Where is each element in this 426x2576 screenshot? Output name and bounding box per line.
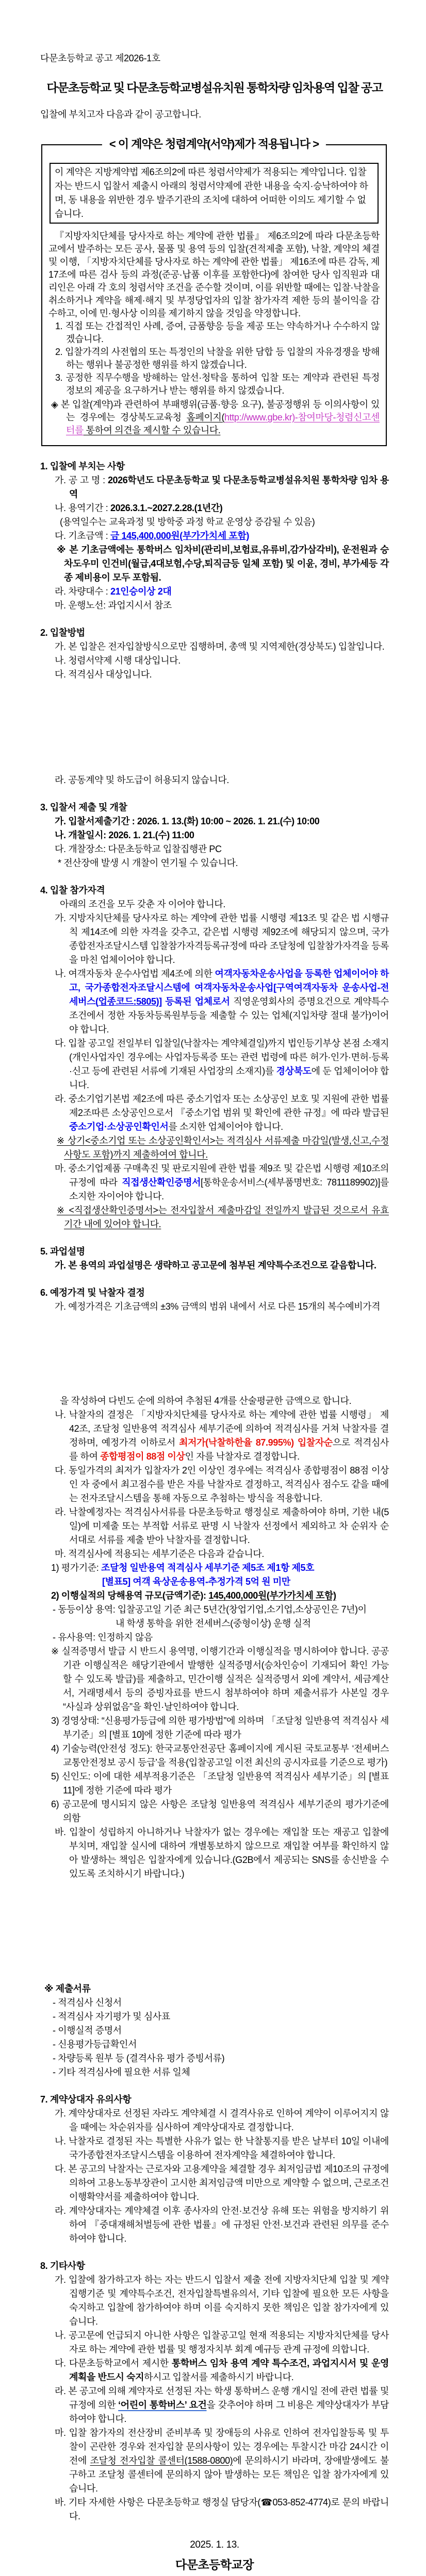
- s4-intro: 아래의 조건을 모두 갖춘 자 이어야 합니다.: [60, 899, 226, 909]
- s8-ma-callcenter: 조달청 전자입찰 콜센터(1588-0800): [90, 2455, 233, 2466]
- s6-criteria-1: [40, 1561, 389, 1575]
- s4-ra-note: ※ 상기<중소기업 또는 소상공인확인서>는 적격심사 서류제출 마감일(발생,신고,수정사항도 포함)까지 제출하여여 합니다.: [57, 1136, 389, 1160]
- s1-na-label: 나. 용역기간 :: [55, 503, 110, 513]
- s4-na-d: )] 등록된 업체로서: [156, 996, 230, 1007]
- pledge-inner-box: [50, 163, 379, 224]
- s1-item-service-period-note: (용역일수는 교육과정 및 방학중 과정 학교 운영상 증감될 수 있음): [60, 517, 315, 527]
- s4-da-region: 경상북도: [276, 1066, 312, 1076]
- s1-ga-value: 2026학년도 다문초등학교 및 다문초등학교병설유치원 통학차량 임차 용역: [69, 475, 389, 499]
- s8-da-bold: 통학버스 임차 용역 계약 특수조건, 과업지시서 및 운영계획을 반드시 숙지: [69, 2358, 389, 2382]
- s1-item-vehicle-count: [40, 585, 389, 599]
- s6-criteria-4: 4) 기술능력(안전성 정도): 한국교통안전공단 홈페이지에 게시된 국토교통부 ‘전세버스 교통안전정보 공시 등급’을 적용(입찰공고일 이전 최신의 공시자료를 기준으로 평가): [51, 1743, 389, 1768]
- s4-ma-c: [통학운송서비스(세부품명번호: 7811189902)]를 소지한 자이어야 합니다.: [69, 1177, 389, 1201]
- pledge-inner-text: 이 계약은 지방계약법 제6조의2에 따른 청렴서약제가 적용되는 계약입니다. 입찰자는 반드시 입찰서 제출시 아래의 청렴서약제에 관한 내용을 숙지·승낙하여야 하며, 동 내용을 위반한 경우 발주기관의 조치에 대하여 어떠한 이의도 제기할 수 없습니다.: [55, 167, 368, 219]
- s4-ra-a: 라. 중소기업기본법 제2조에 따른 중소기업자 또는 소상공인 보호 및 지원에 관한 법률 제2조따른 소상공인으로서 『중소기업 범위 및 확인에 관한 규정』에 따라 발급된: [55, 1094, 389, 1118]
- page-title: 다문초등학교 및 다문초등학교병설유치원 통학차량 임차용역 입찰 공고: [46, 81, 383, 94]
- s4-ma-note: ※ <직접생산확인증명서>는 전자입찰서 제출마감일 전일까지 발급된 것으로서 유효기간 내에 있어야 합니다.: [57, 1205, 389, 1229]
- s1-da-value: 금 145,400,000원(부가가치세 포함): [110, 531, 249, 541]
- s4-ma-a: 마. 중소기업제품 구매촉진 및 판로지원에 관한 법률 제9조 및 같은법 시행령 제10조의 규정에 따라: [55, 1163, 389, 1188]
- pledge-box-legend: < 이 계약은 청렴계약(서약)제가 적용됩니다 >: [102, 137, 326, 151]
- s6-item-na: [40, 1408, 389, 1464]
- section-1-title: 1. 입찰에 부치는 사항: [40, 461, 125, 471]
- section-6-title: 6. 예정가격 및 낙찰자 결정: [40, 1287, 145, 1298]
- page-break-spacer-3: [40, 1881, 389, 1982]
- s8-ma-c: 에 문의하시기 바라며, 장애발생에도 불구하고 조달청 콜센터에 문의하지 않아 발생하는 모든 책임은 입찰 참가자에게 있습니다.: [69, 2455, 389, 2494]
- s4-item-ra: [40, 1092, 389, 1134]
- required-doc-4: - 신용평가등급확인서: [53, 2039, 137, 2049]
- s6-item-ba: 바. 입찰이 성립하지 아니하거나 낙찰자가 없는 경우에는 재입찰 또는 재공고 입찰에 부치며, 재입찰 실시에 대하여 개별통보하지 않으므로 재입찰 여부를 확인하지 않아 발생하는 책임은 입찰자에게 있습니다.(G2B에서 제공되는 SNS를 송신받을 수 있도록 조치하시기 바랍니다.): [55, 1827, 389, 1879]
- s6-criteria-6: 6) 공고문에 명시되지 않은 사항은 조달청 일반용역 적격심사 세부기준의 평가기준에 의함: [51, 1799, 389, 1823]
- s4-item-na: [40, 967, 389, 1037]
- s6-criteria-2-dash1-cont: 내 학생 통학을 위한 전세버스(중형이상) 운행 실적: [116, 1618, 311, 1629]
- s6-criteria-2-dash2: - 유사용역: 인정하지 않음: [53, 1632, 153, 1642]
- s6-m1-label: 1) 평가기준:: [51, 1563, 101, 1573]
- s6-criteria-3: 3) 경영상태: “신용평가등급에 의한 평가방법”에 의하며 「조달청 일반용역 적격심사 세부기준」의 [별표 10]에 정한 기준에 따라 평가: [51, 1716, 389, 1740]
- section-2-title: 2. 입찰방법: [40, 628, 85, 638]
- s4-ra-cert: 중소기업·소상공인확인서: [69, 1122, 169, 1132]
- announcement-date: 2025. 1. 13.: [190, 2539, 239, 2550]
- signer-principal: 다문초등학교장: [175, 2558, 254, 2571]
- contact-site: 홈페이지(: [186, 412, 225, 422]
- s8-item-ga: 가. 입찰에 참가하고자 하는 자는 반드시 입찰서 제출 전에 지방자치단체 입찰 및 계약 집행기준 및 계약특수조건, 전자입찰특별유의서, 기타 입찰에 필요한 모든 사항을 숙지하고 입찰에 참가하여야 하며 이를 숙지하지 못한 책임은 입찰 참가자에게 있습니다.: [55, 2275, 389, 2327]
- s6-item-ga-part1: 가. 예정가격은 기초금액의 ±3% 금액의 범위 내에서 서로 다른 15개의 복수예비가격: [55, 1301, 381, 1312]
- pledge-item-2: 2. 입찰가격의 사전협의 또는 특정인의 낙찰을 위한 담합 등 입찰의 자유경쟁을 방해하는 행위나 불공정한 행위를 하지 않겠습니다.: [55, 347, 380, 370]
- required-doc-1: - 적격심사 신청서: [53, 1997, 122, 2008]
- s8-ra-c: 을 갖추어야 하며 그 비용은 계약상대자가 부담하여야 합니다.: [69, 2400, 389, 2424]
- s6-na-e: 인 자를 낙찰자로 결정합니다.: [185, 1451, 300, 1462]
- s6-na-lowest-rate: 최저가(낙찰하한율 87.995%) 입찰자순: [179, 1437, 333, 1448]
- s5-item-ga: 가. 본 용역의 과업설명은 생략하고 공고문에 첨부된 계약특수조건으로 갈음합니다.: [55, 1260, 376, 1270]
- s4-ma-cert: 직접생산확인증명서: [122, 1177, 201, 1188]
- s1-item-base-amount: [40, 529, 389, 543]
- pledge-item-1: 1. 직접 또는 간접적인 사례, 증여, 금품향응 등을 제공 또는 약속하거나 수수하지 않겠습니다.: [55, 321, 380, 344]
- s8-ra-requirement: ‘어린이 통학버스’ 요건: [118, 2400, 207, 2410]
- s1-da-label: 다. 기초금액 :: [55, 531, 110, 541]
- required-documents-title: ※ 제출서류: [44, 1984, 91, 1994]
- s4-ra-c: 를 소지한 업체이어야 합니다.: [168, 1122, 283, 1132]
- s3-item-opening-time: 나. 개찰일시: 2026. 1. 21.(수) 11:00: [55, 830, 194, 840]
- required-doc-2: - 적격심사 자기평가 및 심사표: [53, 2011, 170, 2022]
- s4-item-ma: [40, 1162, 389, 1204]
- s6-criteria-2-dash1: - 동등이상 용역: 입찰공고일 기준 최근 5년간(창업기업,소기업,소상공인은 7년)이: [53, 1604, 367, 1615]
- s8-ra-a: 라. 본 공고에 의해 계약자로 선정된 자는 학생 통학버스 운행 개시일 전에 관련 법률 및 규정에 의한: [55, 2386, 389, 2410]
- s1-base-amount-note: ※ 본 기초금액에는 통학버스 임차비(관리비,보험료,유류비,감가삼각비), 운전원과 승차도우미 인건비(월급,4대보험,수당,퇴직금등 일체 포함) 및 이윤, 경비, 부가세등 각종 제비용이 모두 포함됨.: [57, 545, 389, 583]
- s4-item-da: [40, 1037, 389, 1092]
- s3-item-submit-period: 가. 입찰서제출기간 : 2026. 1. 13.(화) 10:00 ~ 2026. 1. 21.(수) 10:00: [55, 816, 320, 826]
- s4-na-e: 직영운영회사의 증명요건으로 계약특수조건에서 정한 자동차등록원부등을 제출할 수 있는 업체(지입차량 절대 불가)이어야 합니다.: [69, 996, 389, 1035]
- s4-da-c: 에 둔 업체이어야 합니다.: [69, 1066, 389, 1090]
- s6-na-c: 으로 적격심사를 하여: [69, 1437, 389, 1462]
- s3-item-opening-place: 다. 개찰장소: 다문초등학교 입찰집행관 PC: [55, 844, 222, 854]
- s7-item-da: 다. 본 공고의 낙찰자는 근로자와 고용계약을 체결할 경우 최저임금법 제10조의 규정에 의하여 고용노동부장관이 고시한 최저임금액 미만으로 계약할 수 없으며, 근로조건이행확약서를 제출하여야 합니다.: [55, 2164, 389, 2202]
- complaint-contact-line: [48, 398, 380, 437]
- s6-na-score: 종합평점이 88점 이상: [100, 1451, 185, 1462]
- s6-item-ra: 라. 낙찰예정자는 적격심사서류를 다문초등학교 행정실로 제출하여야 하며, 기한 내(5일)에 미제출 또는 부적합 서류로 판명 시 낙찰자 선정에서 제외하고 차 순위자 순서대로 서류를 제출 받아 낙찰자를 결정합니다.: [55, 1507, 389, 1545]
- s2-item-na: 나. 청렴서약제 시행 대상입니다.: [55, 655, 181, 666]
- section-5-title: 5. 과업설명: [40, 1246, 85, 1257]
- s8-da-c: 하시고 입찰서를 제출하시기 바랍니다.: [144, 2372, 294, 2382]
- required-doc-5: - 차량등록 원부 등 (결격사유 평가 증빙서류): [53, 2053, 225, 2063]
- s6-criteria-2: [40, 1589, 389, 1603]
- s1-na-value: 2026.3.1.~2027.2.28.(1년간): [110, 503, 223, 513]
- s7-item-ra: 라. 계약상대자는 계약체결 이후 종사자의 안전·보건상 유해 또는 위험을 방지하기 위하여 『중대재해처벌등에 관한 법률』에 규정된 안전·보건과 관련된 의무를 준수하여야 합니다.: [55, 2206, 389, 2244]
- s2-item-ra: 라. 공동계약 및 하도급이 허용되지 않습니다.: [55, 775, 229, 785]
- gbe-report-center-link[interactable]: http://www.gbe.kr)-참여마당-청렴신고센터를: [66, 412, 380, 435]
- required-doc-6: - 기타 적격심사에 필요한 서류 일체: [53, 2067, 190, 2077]
- s2-item-ga: 가. 본 입찰은 전자입찰방식으로만 집행하며, 총액 및 지역제한(경상북도) 입찰입니다.: [55, 641, 385, 652]
- contact-org: 경상북도교육청: [120, 412, 187, 422]
- s1-ga-label: 가. 공 고 명 :: [55, 475, 108, 485]
- s8-item-da: [40, 2357, 389, 2384]
- s4-da-a: 다. 입찰 공고일 전일부터 입찰일(낙찰자는 계약체결일)까지 법인등기부상 본점 소재지(개인사업자인 경우에는 사업자등록증 또는 관련 법령에 따른 허가·인가·면허·등록·신고 등에 관련된 서류에 기재된 사업장의 소재지)를: [55, 1038, 389, 1076]
- s6-m1-value: 조달청 일반용역 적격심사 세부기준 제5조 제1항 제5호: [101, 1563, 315, 1573]
- section-8-title: 8. 기타사항: [40, 2261, 85, 2271]
- s6-m2-label: 2) 이행실적의 당해용역 규모(금액기준):: [51, 1590, 209, 1601]
- s3-system-failure-note: * 전산장애 발생 시 개찰이 연기될 수 있습니다.: [58, 858, 238, 868]
- pledge-paragraph: 『지방자치단체를 당사자로 하는 계약에 관한 법률』 제6조의2에 따라 다문초등학교에서 발주하는 모든 공사, 물품 및 용역 등의 입찰(견적제출 포함), 낙찰, 계약의 체결 및 이행, 「지방자치단체를 당사자로 하는 계약에 관한 법률」 제16조에 따른 감독, 제17조에 따른 검사 등의 과정(준공·납품 이후를 포함한다)에 참여한 당사 임직원과 대리인은 아래 각 호의 청렴서약 조건을 준수할 것이며, 이를 위반할 때에는 입찰·낙찰을 취소하거나 계약을 해제·해지 및 부정당업자의 입찰 참가자격 제한 등의 불이익을 감수하고, 이에 민·형사상 이의를 제기하지 않을 것임을 약정합니다.: [48, 231, 380, 318]
- contact-pre: ◈ 본 입찰(계약)과 관련하여 부패행위(금품·향응 요구), 불공정행위 등 이의사항이 있는 경우에는: [51, 399, 380, 422]
- s4-na-code: 업종코드:5805: [98, 996, 156, 1007]
- section-3-title: 3. 입찰서 제출 및 개찰: [40, 802, 127, 812]
- s1-ra-value: 21인승이상 2대: [110, 586, 172, 597]
- s6-criteria-2-note: ※ 실적증명서 발급 시 반드시 용역명, 이행기간과 이행실적을 명시하여야 합니다. 공공기관 이행실적은 해당기관에서 발행한 실적증명서(승차인승이 기재되어 확인 가능할 수 있도록 발급)를 제출하고, 민간이행 실적은 실적증명서 외에 계약서, 세금계산서, 거래명세서 등의 증빙자료를 반드시 첨부하여야 하며 제출서류가 사본일 경우 “사실과 상위없음”을 확인·날인하여야 합니다.: [51, 1646, 389, 1712]
- s1-item-route: 마. 운행노선: 과업지시서 참조: [55, 600, 172, 611]
- s8-ma-a: 마. 입찰 참가자의 전산장비 준비부족 및 장애등의 사유로 인하여 전자입찰등록 및 투찰이 곤란한 경우와 전자입찰 문의사항이 있는 경우에는 투찰시간 마감 24시간 이전에: [55, 2428, 389, 2466]
- s2-item-da: 다. 적격심사 대상입니다.: [55, 669, 152, 680]
- notice-number: 다문초등학교 공고 제2026-1호: [40, 53, 160, 63]
- s6-item-ga-part2: 을 작성하여 다빈도 순에 의하여 추첨된 4개를 산술평균한 금액으로 합니다.: [60, 1396, 352, 1406]
- s8-item-na: 나. 공고문에 언급되지 아니한 사항은 입찰공고일 현재 적용되는 지방자치단체를 당사자로 하는 계약에 관한 법률 및 행정자치부 회계 예규등 관계 규정에 의합니다.: [55, 2330, 389, 2354]
- integrity-pledge-box: [41, 138, 387, 446]
- page-break-spacer-1: [40, 682, 389, 773]
- required-doc-3: - 이행실적 증명서: [53, 2025, 122, 2036]
- s7-item-ga: 가. 계약상대자로 선정된 자라도 계약체결 시 결격사유로 인하여 계약이 이루어지지 않을 때에는 차순위자를 심사하여 계약상대자로 결정합니다.: [55, 2108, 389, 2132]
- section-4-title: 4. 입찰 참가자격: [40, 885, 105, 895]
- s6-item-da: 다. 동일가격의 최저가 입찰자가 2인 이상인 경우에는 적격심사 종합평점이 88점 이상인 자 중에서 최고점수를 받은 자를 낙찰자로 결정하고, 적격심사 점수도 같을 때에는 전자조달시스템을 통해 자동으로 추첨하는 방식을 적용합니다.: [55, 1465, 389, 1503]
- s4-na-b: 여객자동차운송사업을 등록한 업체이어야 하고, 국가종합전자조달시스템에 여객자동차운송사업[구역여객자동차 운송사업-전세버스(: [69, 969, 389, 1007]
- page-break-spacer-2: [40, 1314, 389, 1394]
- s4-na-a: 나. 여객자동차 운수사업법 제4조에 의한: [55, 969, 215, 979]
- s1-ra-label: 라. 차량대수 :: [55, 586, 110, 597]
- s6-item-ma: 마. 적격심사에 적용되는 세부기준은 다음과 같습니다.: [55, 1549, 264, 1559]
- s6-criteria-1-sub: [별표5] 여객 육상운송용역-추정가격 5억 원 미만: [102, 1577, 290, 1587]
- intro-line: 입찰에 부치고자 다음과 같이 공고합니다.: [40, 109, 201, 120]
- s8-da-a: 다. 다문초등학교에서 제시한: [55, 2358, 172, 2368]
- s1-item-service-period: [40, 501, 389, 515]
- section-7-title: 7. 계약상대자 유의사항: [40, 2094, 132, 2105]
- s6-na-a: 나. 낙찰자의 결정은 「지방자치단체를 당사자로 하는 계약에 관한 법률 시행령」 제42조, 조달청 일반용역 적격심사 세부기준에 의하여 적격심사를 거쳐 낙찰자를 결정하며, 예정가격 이하로서: [55, 1410, 389, 1448]
- s8-item-ra: [40, 2384, 389, 2426]
- s1-item-notice-name: [40, 473, 389, 501]
- s8-item-ma: [40, 2426, 389, 2496]
- s4-item-ga: 가. 지방자치단체를 당사자로 하는 계약에 관한 법률 시행령 제13조 및 같은 법 시행규칙 제14조에 의한 자격을 갖추고, 같은법 시행령 제92조에 해당되지 않으며, 국가종합전자조달시스템 입찰참가자격등록규정에 따라 조달청에 입찰참가자격을 등록을 마친 업체이어야 합니다.: [55, 913, 389, 965]
- s6-m2-amount: 145,400,000원(부가가치세 포함): [208, 1590, 336, 1601]
- s7-item-na: 나. 낙찰자로 결정된 자는 특별한 사유가 없는 한 낙찰통지를 받은 날부터 10일 이내에 국가종합전자조달시스템을 이용하여 전자계약을 체결하여야 합니다.: [55, 2136, 389, 2160]
- pledge-item-3: 3. 공정한 직무수행을 방해하는 알선·청탁을 통하여 입찰 또는 계약과 관련된 특정 정보의 제공을 요구하거나 받는 행위를 하지 않겠습니다.: [55, 372, 380, 396]
- contact-post: 통하여 의견을 제시할 수 있습니다.: [83, 425, 221, 435]
- s8-item-ba: 바. 기타 자세한 사항은 다문초등학교 행정실 담당자(☎053-852-4774)로 문의 바랍니다.: [55, 2497, 389, 2521]
- s6-criteria-5: 5) 신인도: 이에 대한 세부적용기준은 「조달청 일반용역 적격심사 세부기준」의 [별표 11]에 정한 기준에 따라 평가: [51, 1771, 389, 1795]
